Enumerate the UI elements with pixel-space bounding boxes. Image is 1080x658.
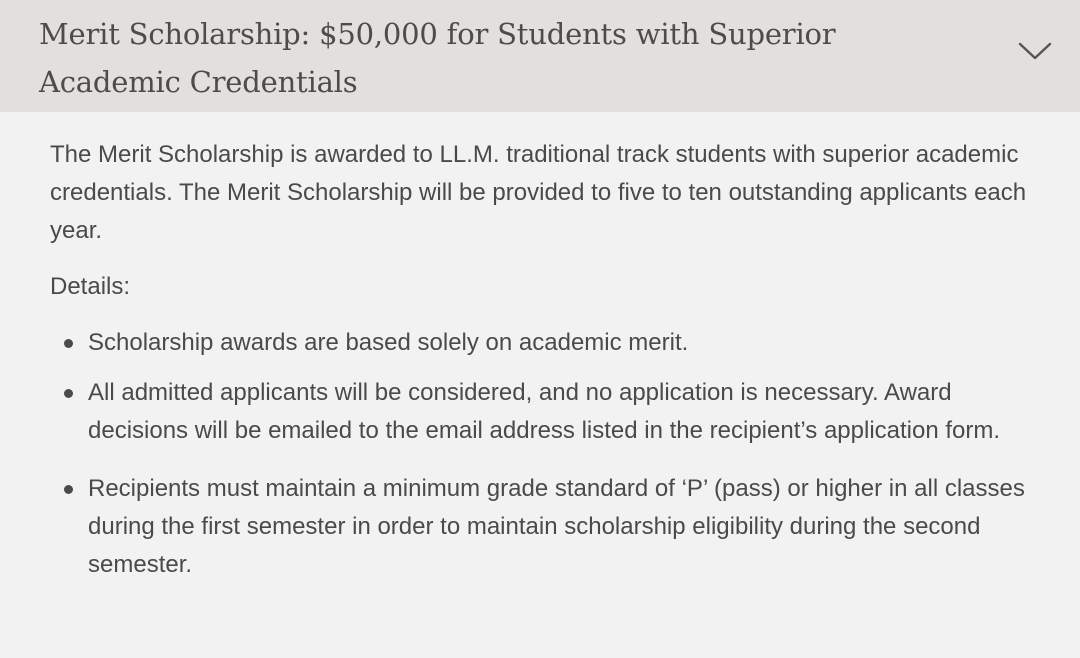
- details-list: [50, 324, 1040, 584]
- bullet-icon: [64, 389, 73, 398]
- list-item-text: All admitted applicants will be considered, and no application is necessary. Award decisions will be emailed to the email address listed in the recipient’s application form.: [88, 379, 1001, 444]
- list-item-text: Recipients must maintain a minimum grade standard of ‘P’ (pass) or higher in all classes during the first semester in order to maintain scholarship eligibility during the second semester.: [88, 475, 1025, 578]
- accordion-body: [0, 112, 1080, 584]
- accordion-header-toggle[interactable]: [0, 0, 1080, 112]
- list-item: [50, 324, 1040, 362]
- details-label: Details:: [50, 273, 131, 300]
- accordion-title: Merit Scholarship: $50,000 for Students with Superior Academic Credentials: [39, 17, 836, 99]
- list-item: [50, 470, 1040, 584]
- list-item-text: Scholarship awards are based solely on academic merit.: [88, 329, 689, 356]
- bullet-icon: [64, 339, 73, 348]
- intro-paragraph: The Merit Scholarship is awarded to LL.M. traditional track students with superior academic credentials. The Merit Scholarship will be provided to five to ten outstanding applicants each year.: [50, 141, 1027, 244]
- list-item: [50, 374, 1040, 450]
- bullet-icon: [64, 485, 73, 494]
- chevron-down-icon[interactable]: [1018, 41, 1052, 61]
